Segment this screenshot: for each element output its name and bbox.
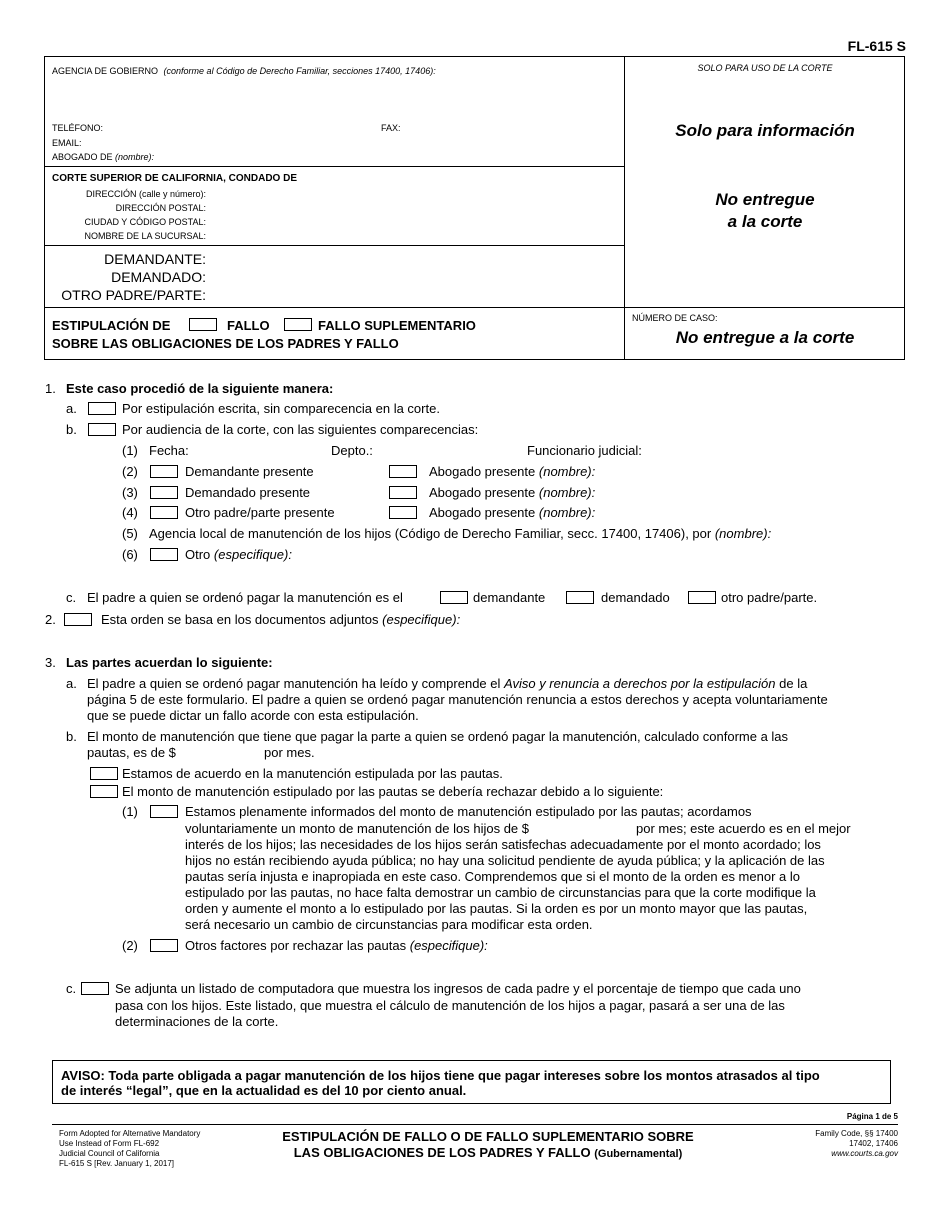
s2-number: 2. — [45, 612, 56, 627]
abogado-note: (nombre): — [115, 152, 155, 162]
otro-presente-checkbox[interactable] — [150, 506, 178, 519]
s3b1-line8: será necesario un cambio de circunstancias para modificar esta orden. — [185, 917, 593, 932]
s3b1-line4: hijos no están recibiendo ayuda pública; no hay una solicitud pendiente de ayuda pública; y la aplicación de las — [185, 853, 825, 868]
s2-body: Esta orden se basa en los documentos adjuntos — [101, 612, 379, 627]
nombre-note: (nombre): — [538, 464, 596, 479]
s1a-text: Por estipulación escrita, sin comparecencia en la corte. — [122, 401, 440, 416]
funcionario-label[interactable]: Funcionario judicial: — [527, 443, 642, 458]
abogado-presente-text: Abogado presente — [429, 485, 536, 500]
footer-right — [815, 1129, 898, 1159]
abogado-presente-text: Abogado presente — [429, 505, 536, 520]
pautas-acuerdo-label: Estamos de acuerdo en la manutención estipulada por las pautas. — [122, 766, 503, 781]
abogado-presente-label — [429, 505, 595, 520]
pautas-rechazo-checkbox[interactable] — [90, 785, 118, 798]
demandado-presente-checkbox[interactable] — [150, 486, 178, 499]
s3a-italic: Aviso y renuncia a derechos por la estipulación — [504, 676, 776, 691]
s1b4-number: (4) — [122, 505, 138, 520]
s3b1-line2a: voluntariamente un monto de manutención de los hijos de $ — [185, 821, 529, 836]
agencia-body: Agencia local de manutención de los hijos (Código de Derecho Familiar, secc. 17400, 17406), por — [149, 526, 712, 541]
s1b-label: b. — [66, 422, 77, 437]
otro-text: Otro — [185, 547, 211, 562]
s1-title: Este caso procedió de la siguiente manera: — [66, 381, 334, 396]
no-entregue-line1: No entregue — [715, 190, 815, 209]
s1b6-number: (6) — [122, 547, 138, 562]
c-demandado-label: demandado — [601, 590, 670, 605]
telefono-label: TELÉFONO: — [52, 123, 104, 133]
s1b1-number: (1) — [122, 443, 138, 458]
title-estipulacion: ESTIPULACIÓN DE — [52, 318, 171, 333]
s1b-checkbox[interactable] — [88, 423, 116, 436]
ciudad-label: CIUDAD Y CÓDIGO POSTAL: — [84, 217, 206, 227]
s1-number: 1. — [45, 381, 56, 396]
s1b3-number: (3) — [122, 485, 138, 500]
s3a-pre: El padre a quien se ordenó pagar manutención ha leído y comprende el — [87, 676, 501, 691]
email-label: EMAIL: — [52, 138, 82, 148]
footer-title-2-sub: (Gubernamental) — [594, 1148, 683, 1160]
footer-url[interactable]: www.courts.ca.gov — [831, 1149, 898, 1158]
abogado-presente-label — [429, 485, 595, 500]
otro-checkbox[interactable] — [150, 548, 178, 561]
s3a-post: de la — [779, 676, 808, 691]
abogado-presente-text: Abogado presente — [429, 464, 536, 479]
footer-right-1: Family Code, §§ 17400 — [815, 1129, 898, 1138]
form-number: FL-615 S — [847, 38, 906, 54]
s3b-line2b: por mes. — [264, 745, 315, 760]
sucursal-label: NOMBRE DE LA SUCURSAL: — [84, 231, 206, 241]
footer-left — [59, 1129, 200, 1169]
s1c-text: El padre a quien se ordenó pagar la manutención es el — [87, 590, 403, 605]
c-demandante-label: demandante — [473, 590, 546, 605]
s3b1-line6: estipulado por las pautas, no hace falta demostrar un cambio de circunstancias para que la corte modifique la — [185, 885, 816, 900]
footer-left-2: Use Instead of Form FL-692 — [59, 1139, 160, 1148]
rule — [44, 245, 624, 246]
s3b1-line1: Estamos plenamente informados del monto de manutención estipulado por las pautas; acordamos — [185, 804, 752, 819]
s3a-line3: que se puede dictar un fallo acorde con esta estipulación. — [87, 708, 419, 723]
depto-label[interactable]: Depto.: — [331, 443, 373, 458]
case-number-label: NÚMERO DE CASO: — [632, 313, 718, 323]
pautas-acuerdo-checkbox[interactable] — [90, 767, 118, 780]
pautas-rechazo-label: El monto de manutención estipulado por las pautas se debería rechazar debido a lo siguiente: — [122, 784, 664, 799]
title-line2: SOBRE LAS OBLIGACIONES DE LOS PADRES Y FALLO — [52, 336, 399, 351]
footer-left-3: Judicial Council of California — [59, 1149, 160, 1158]
footer-title-2 — [238, 1145, 738, 1160]
footer-title-1: ESTIPULACIÓN DE FALLO O DE FALLO SUPLEMENTARIO SOBRE — [282, 1129, 694, 1144]
s3c-line2: pasa con los hijos. Este listado, que muestra el cálculo de manutención de los hijos a pagar, pasará a ser una de las — [115, 998, 785, 1013]
s3b-label: b. — [66, 729, 77, 744]
case-number-value[interactable]: No entregue a la corte — [675, 328, 855, 347]
demandado-presente-label: Demandado presente — [185, 485, 311, 500]
s3c-line3: determinaciones de la corte. — [115, 1014, 279, 1029]
no-entregue-line2: a la corte — [727, 212, 803, 231]
nombre-note: (nombre): — [538, 505, 596, 520]
demandado-label: DEMANDADO: — [111, 269, 206, 285]
s3c-label: c. — [66, 981, 77, 996]
s3a-label: a. — [66, 676, 77, 691]
agency-label: AGENCIA DE GOBIERNO — [52, 66, 159, 76]
c-demandante-checkbox[interactable] — [440, 591, 468, 604]
fallo-checkbox[interactable] — [189, 318, 217, 331]
s3-number: 3. — [45, 655, 56, 670]
abogado-demandado-checkbox[interactable] — [389, 486, 417, 499]
especifique-note: (especifique): — [213, 547, 292, 562]
footer-title-2-main: LAS OBLIGACIONES DE LOS PADRES Y FALLO — [293, 1145, 591, 1160]
abogado-demandante-checkbox[interactable] — [389, 465, 417, 478]
otro-label — [185, 547, 292, 562]
otro-presente-label: Otro padre/parte presente — [185, 505, 335, 520]
s3b1-line2b: por mes; este acuerdo es en el mejor — [636, 821, 851, 836]
rule — [44, 166, 624, 167]
c-otro-checkbox[interactable] — [688, 591, 716, 604]
aviso-line1: AVISO: Toda parte obligada a pagar manutención de los hijos tiene que pagar intereses sobre los montos atrasados al tipo — [61, 1068, 820, 1083]
s1b2-number: (2) — [122, 464, 138, 479]
s2-text — [101, 612, 460, 627]
fallo-suplementario-checkbox[interactable] — [284, 318, 312, 331]
s3b1-line7: orden y aumente el monto a lo estipulado por las pautas. Si la orden es por un monto mayor que las pautas, — [185, 901, 808, 916]
s3b-line1: El monto de manutención que tiene que pagar la parte a quien se ordenó pagar la manutención, calculado conforme a las — [87, 729, 789, 744]
footer-left-4: FL-615 S [Rev. January 1, 2017] — [59, 1159, 175, 1168]
s1a-checkbox[interactable] — [88, 402, 116, 415]
s3b2-text — [185, 938, 488, 953]
court-title: CORTE SUPERIOR DE CALIFORNIA, CONDADO DE — [52, 173, 298, 184]
s3a-line2: página 5 de este formulario. El padre a quien se ordenó pagar manutención renuncia a estos derechos y acepta voluntariamente — [87, 692, 828, 707]
s1a-label: a. — [66, 401, 77, 416]
rule — [44, 307, 905, 308]
abogado-otro-checkbox[interactable] — [389, 506, 417, 519]
s3b-line2a: pautas, es de $ — [87, 745, 176, 760]
solo-info: Solo para información — [675, 121, 855, 140]
s1b-text: Por audiencia de la corte, con las siguientes comparecencias: — [122, 422, 479, 437]
abogado-field[interactable] — [52, 152, 154, 162]
aviso-line2: de interés “legal”, que en la actualidad es del 10 por ciento anual. — [61, 1083, 467, 1098]
nombre-note: (nombre): — [538, 485, 596, 500]
court-use-label: SOLO PARA USO DE LA CORTE — [697, 63, 833, 73]
demandante-presente-label: Demandante presente — [185, 464, 314, 479]
otro-padre-label: OTRO PADRE/PARTE: — [61, 287, 206, 303]
demandante-label: DEMANDANTE: — [104, 251, 206, 267]
page-number: Página 1 de 5 — [846, 1112, 898, 1121]
abogado-presente-label — [429, 464, 595, 479]
s3c-checkbox[interactable] — [81, 982, 109, 995]
direccion-label: DIRECCIÓN (calle y número): — [85, 189, 206, 199]
direccion-postal-label: DIRECCIÓN POSTAL: — [115, 203, 206, 213]
s3b2-number: (2) — [122, 938, 138, 953]
footer-left-1: Form Adopted for Alternative Mandatory — [59, 1129, 201, 1138]
fax-label: FAX: — [381, 123, 401, 133]
s3-title: Las partes acuerdan lo siguiente: — [66, 655, 273, 670]
title-fallo-suplementario: FALLO SUPLEMENTARIO — [318, 318, 476, 333]
rule — [52, 1124, 898, 1125]
footer-right-2: 17402, 17406 — [849, 1139, 898, 1148]
s3b2-checkbox[interactable] — [150, 939, 178, 952]
nombre-note: (nombre): — [714, 526, 772, 541]
agencia-text — [149, 526, 771, 541]
abogado-label: ABOGADO DE — [52, 152, 113, 162]
c-otro-label: otro padre/parte. — [721, 590, 818, 605]
s3b1-number: (1) — [122, 804, 138, 819]
s2-checkbox[interactable] — [64, 613, 92, 626]
s3b1-line3: interés de los hijos; las necesidades de los hijos serán satisfechas adecuadamente por el monto acordado; los — [185, 837, 821, 852]
s1c-label: c. — [66, 590, 77, 605]
especifique-note: (especifique): — [382, 612, 461, 627]
demandante-presente-checkbox[interactable] — [150, 465, 178, 478]
fecha-label[interactable]: Fecha: — [149, 443, 189, 458]
s3c-line1: Se adjunta un listado de computadora que muestra los ingresos de cada padre y el porcentaje de tiempo que cada uno — [115, 981, 801, 996]
title-fallo: FALLO — [227, 318, 270, 333]
s1b5-number: (5) — [122, 526, 138, 541]
s3a-line1 — [87, 676, 807, 691]
c-demandado-checkbox[interactable] — [566, 591, 594, 604]
s3b1-line5: pautas sería injusta e inapropiada en este caso. Comprendemos que si el monto de la orden es menor a lo — [185, 869, 800, 884]
s3b2-body: Otros factores por rechazar las pautas — [185, 938, 407, 953]
agency-field[interactable] — [52, 66, 436, 76]
s3b1-checkbox[interactable] — [150, 805, 178, 818]
especifique-note: (especifique): — [409, 938, 488, 953]
agency-note: (conforme al Código de Derecho Familiar, secciones 17400, 17406): — [163, 66, 436, 76]
